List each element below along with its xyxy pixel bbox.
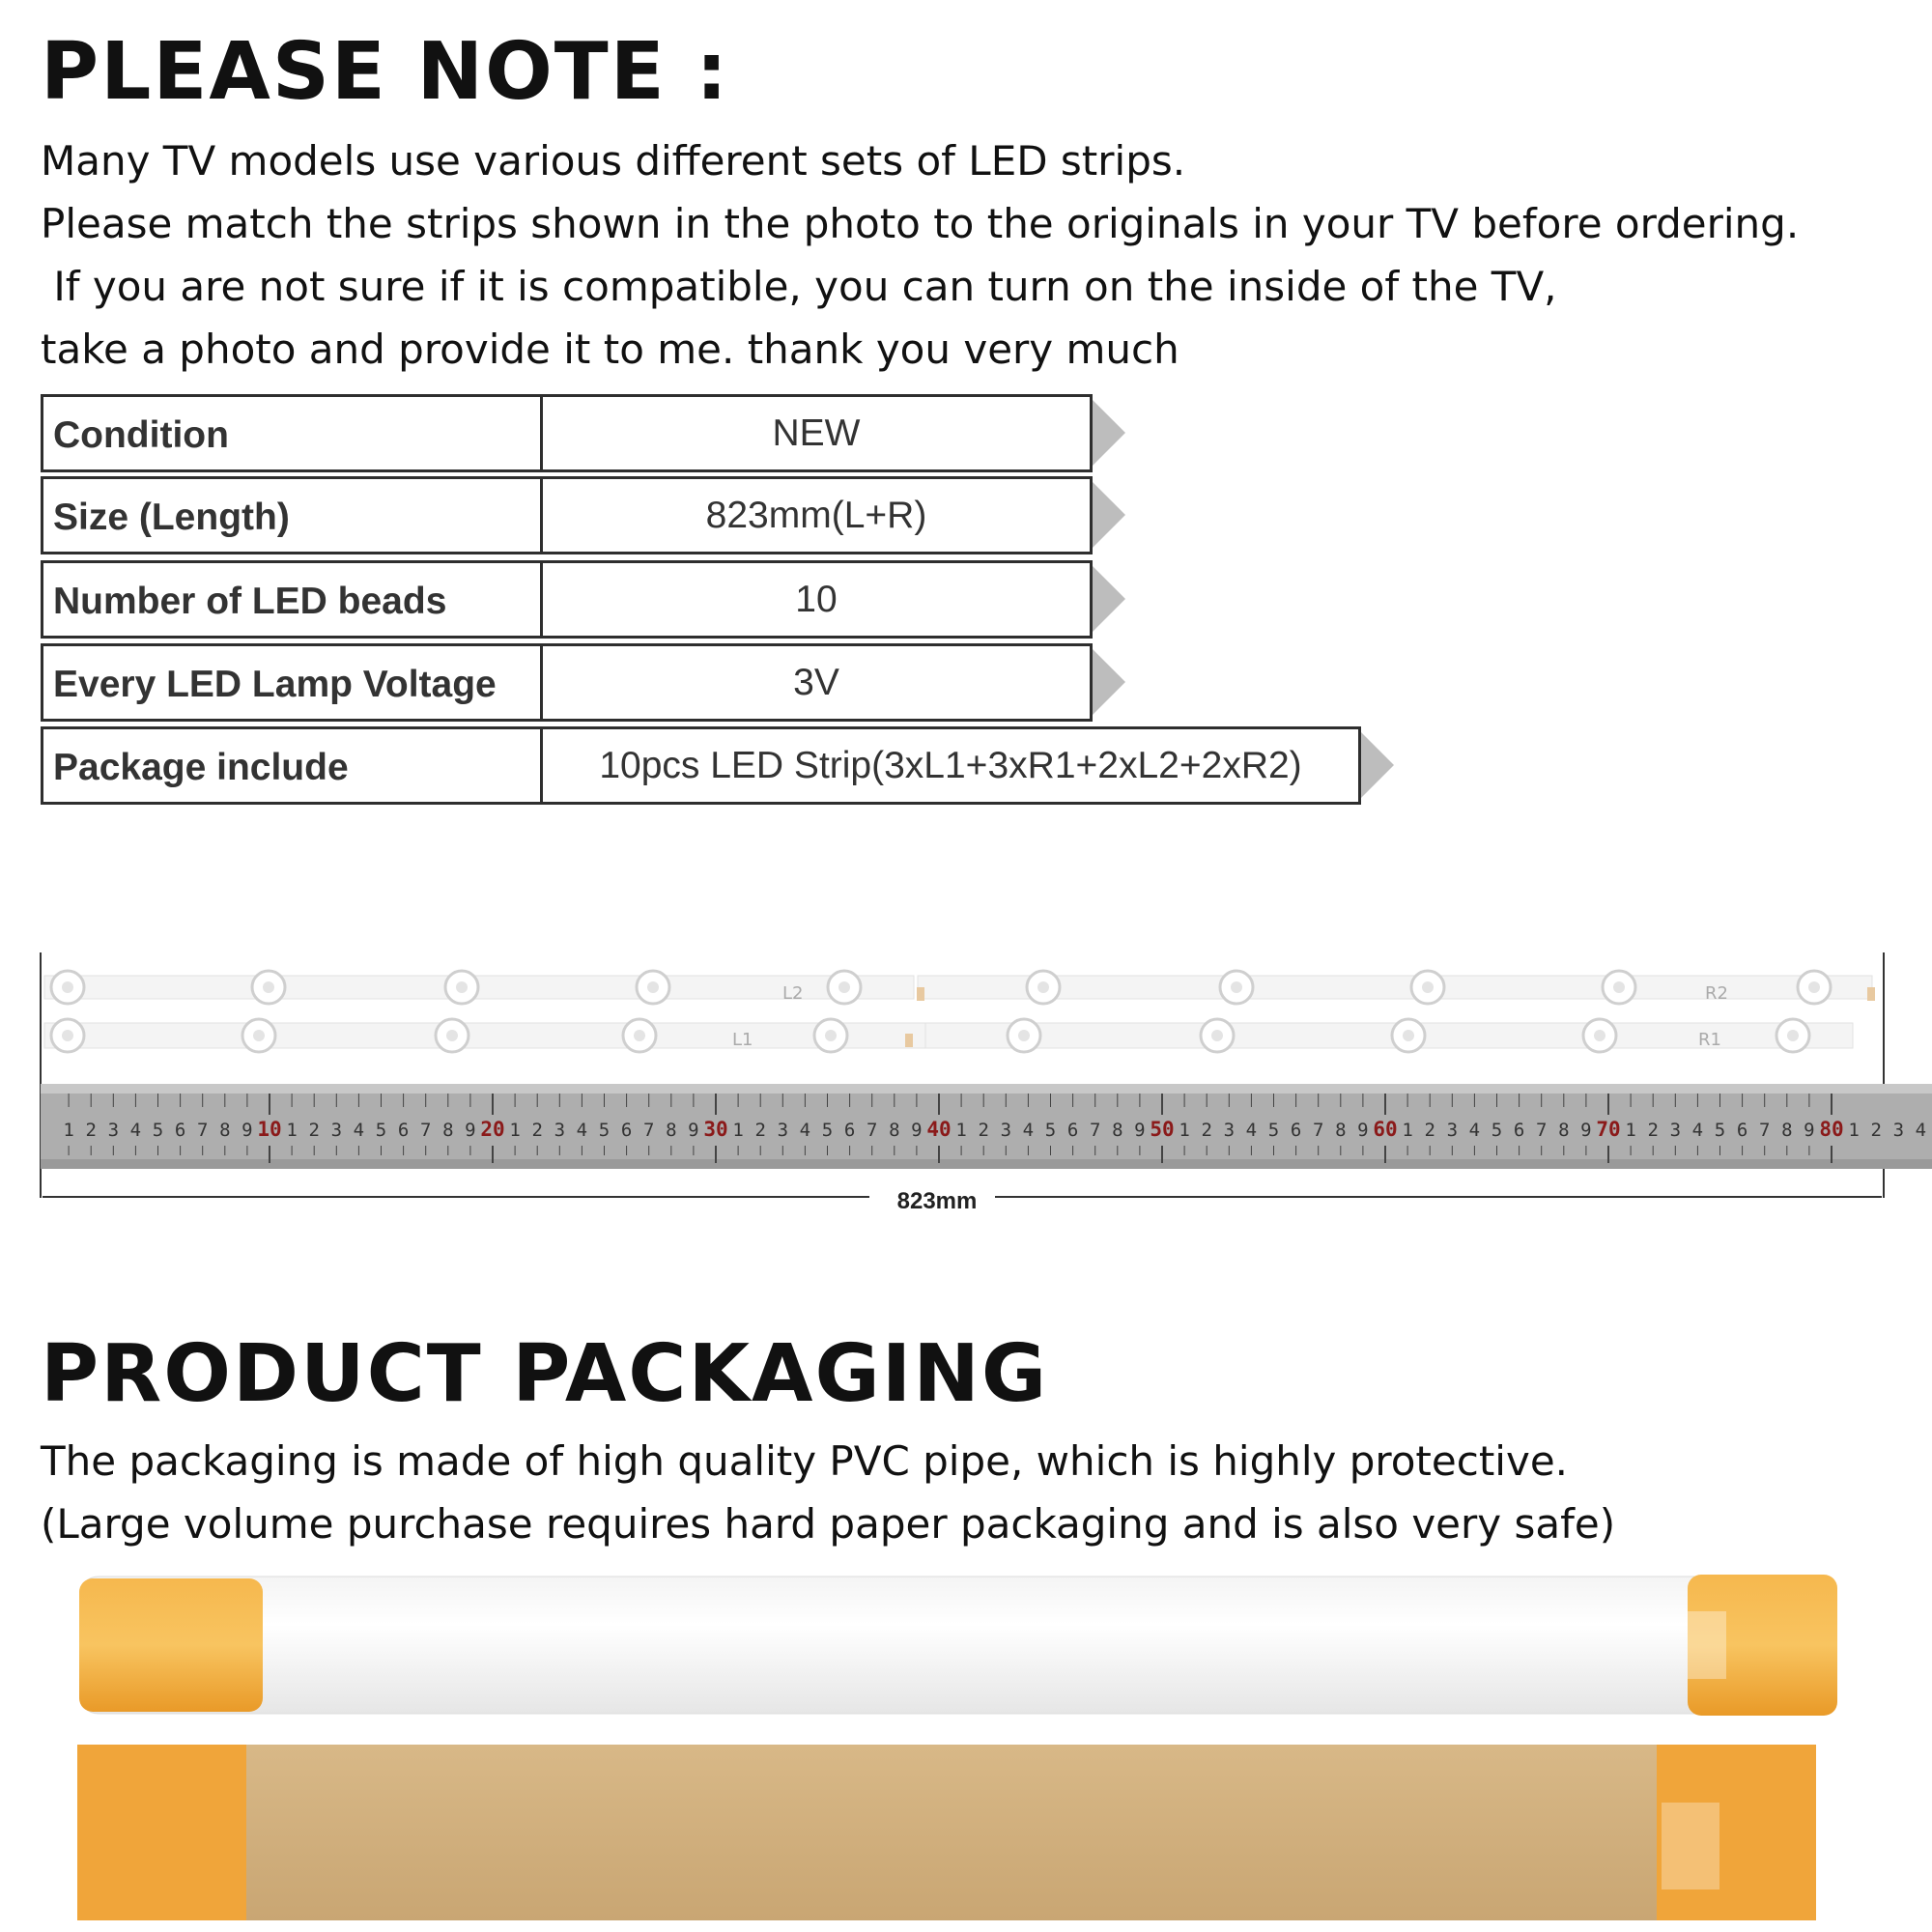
ruler-highlight bbox=[41, 1084, 1932, 1094]
ruler-major-label: 70 bbox=[1596, 1118, 1621, 1141]
ruler-major-label: 60 bbox=[1373, 1118, 1398, 1141]
ruler-digit: 7 bbox=[419, 1120, 432, 1141]
ruler-digit: 8 bbox=[1781, 1120, 1793, 1141]
led-bead-lens bbox=[647, 981, 659, 993]
ruler-digit: 8 bbox=[1558, 1120, 1570, 1141]
ruler-digit: 6 bbox=[174, 1120, 186, 1141]
note-text bbox=[41, 129, 1799, 381]
arrow-tab-icon bbox=[1093, 649, 1125, 715]
led-bead-lens bbox=[1037, 981, 1049, 993]
led-bead-lens bbox=[1422, 981, 1434, 993]
pvc-tube-package bbox=[79, 1573, 1837, 1718]
ruler-major-label: 80 bbox=[1819, 1118, 1844, 1141]
led-bead-lens bbox=[253, 1030, 265, 1041]
ruler-digit: 7 bbox=[1758, 1120, 1771, 1141]
ruler-digit: 9 bbox=[465, 1120, 476, 1141]
ruler-digit: 3 bbox=[1892, 1120, 1905, 1141]
ruler-digit: 4 bbox=[353, 1120, 365, 1141]
ruler-digit: 2 bbox=[754, 1120, 766, 1141]
ruler-digit: 3 bbox=[1669, 1120, 1682, 1141]
ruler-digit: 9 bbox=[911, 1120, 923, 1141]
led-bead-lens bbox=[446, 1030, 458, 1041]
ruler-digit: 5 bbox=[152, 1120, 164, 1141]
led-bead-lens bbox=[1018, 1030, 1030, 1041]
led-bead-lens bbox=[1787, 1030, 1799, 1041]
ruler-digit: 1 bbox=[63, 1120, 74, 1141]
ruler-digit: 1 bbox=[509, 1120, 521, 1141]
ruler-major-label: 50 bbox=[1150, 1118, 1175, 1141]
ruler-digit: 4 bbox=[576, 1120, 588, 1141]
ruler-digit: 9 bbox=[1804, 1120, 1815, 1141]
led-bead-lens bbox=[62, 1030, 73, 1041]
arrow-tab-icon bbox=[1093, 400, 1125, 466]
ruler-major-label: 30 bbox=[703, 1118, 728, 1141]
ruler-digit: 2 bbox=[978, 1120, 989, 1141]
spec-label: Number of LED beads bbox=[41, 560, 543, 639]
box-tape-left bbox=[77, 1745, 246, 1920]
tape-shine bbox=[1662, 1803, 1719, 1889]
note-line: take a photo and provide it to me. thank you very much bbox=[41, 326, 1179, 373]
ruler-digit: 2 bbox=[308, 1120, 320, 1141]
spec-value: 10pcs LED Strip(3xL1+3xR1+2xL2+2xR2) bbox=[543, 726, 1361, 805]
ruler-shadow bbox=[41, 1159, 1932, 1169]
dimension-label: 823mm bbox=[896, 1188, 978, 1209]
packaging-text bbox=[41, 1430, 1615, 1555]
ruler-digit: 5 bbox=[1044, 1120, 1057, 1141]
ruler-digit: 3 bbox=[1446, 1120, 1459, 1141]
spec-value: 823mm(L+R) bbox=[543, 476, 1093, 554]
led-bead-lens bbox=[1211, 1030, 1223, 1041]
ruler-major-label: 20 bbox=[480, 1118, 505, 1141]
arrow-tab-icon bbox=[1093, 482, 1125, 548]
ruler-digit: 4 bbox=[1691, 1120, 1704, 1141]
ruler-digit: 8 bbox=[1335, 1120, 1347, 1141]
led-strip bbox=[44, 1023, 933, 1048]
ruler-digit: 5 bbox=[1267, 1120, 1280, 1141]
note-line: Please match the strips shown in the photo to the originals in your TV before ordering. bbox=[41, 200, 1800, 247]
ruler-digit: 3 bbox=[1223, 1120, 1236, 1141]
led-bead-lens bbox=[634, 1030, 645, 1041]
ruler-digit: 1 bbox=[286, 1120, 298, 1141]
ruler-digit: 6 bbox=[620, 1120, 633, 1141]
ruler-major-label: 10 bbox=[257, 1118, 282, 1141]
ruler-digit: 4 bbox=[1022, 1120, 1035, 1141]
kraft-box-package bbox=[77, 1745, 1816, 1920]
led-bead-lens bbox=[263, 981, 274, 993]
ruler-digit: 2 bbox=[1201, 1120, 1212, 1141]
ruler-digit: 3 bbox=[107, 1120, 120, 1141]
ruler-digit: 4 bbox=[129, 1120, 142, 1141]
strip-connector bbox=[905, 1034, 913, 1047]
arrow-tab-icon bbox=[1361, 732, 1394, 798]
led-bead-lens bbox=[1613, 981, 1625, 993]
ruler-digit: 5 bbox=[1714, 1120, 1726, 1141]
spec-value: 10 bbox=[543, 560, 1093, 639]
led-strip-measurement-figure bbox=[39, 949, 1932, 1209]
led-bead-lens bbox=[62, 981, 73, 993]
strip-label: L1 bbox=[732, 1030, 753, 1050]
ruler-digit: 8 bbox=[219, 1120, 231, 1141]
ruler-digit: 2 bbox=[85, 1120, 97, 1141]
strip-connector bbox=[1867, 987, 1875, 1001]
ruler-digit: 4 bbox=[1915, 1120, 1927, 1141]
ruler-digit: 6 bbox=[1513, 1120, 1525, 1141]
ruler-digit: 8 bbox=[889, 1120, 900, 1141]
ruler-digit: 7 bbox=[1312, 1120, 1324, 1141]
led-bead-lens bbox=[1403, 1030, 1414, 1041]
ruler-digit: 9 bbox=[242, 1120, 253, 1141]
strip-label: R1 bbox=[1698, 1030, 1721, 1050]
ruler-digit: 8 bbox=[666, 1120, 677, 1141]
ruler-digit: 5 bbox=[375, 1120, 387, 1141]
spec-label: Package include bbox=[41, 726, 543, 805]
ruler-digit: 8 bbox=[442, 1120, 454, 1141]
spec-value: 3V bbox=[543, 643, 1093, 722]
ruler-digit: 1 bbox=[1848, 1120, 1860, 1141]
ruler-digit: 1 bbox=[1402, 1120, 1413, 1141]
led-bead-lens bbox=[825, 1030, 837, 1041]
ruler-major-label: 40 bbox=[926, 1118, 952, 1141]
note-line: Many TV models use various different sets of LED strips. bbox=[41, 137, 1186, 185]
ruler-digit: 2 bbox=[1647, 1120, 1659, 1141]
ruler-digit: 7 bbox=[866, 1120, 878, 1141]
arrow-tab-icon bbox=[1093, 566, 1125, 632]
ruler-digit: 3 bbox=[777, 1120, 789, 1141]
ruler-digit: 6 bbox=[1066, 1120, 1079, 1141]
spec-label: Every LED Lamp Voltage bbox=[41, 643, 543, 722]
led-bead-lens bbox=[456, 981, 468, 993]
tube-tape-left bbox=[79, 1578, 263, 1712]
box-body bbox=[77, 1745, 1816, 1920]
spec-label: Size (Length) bbox=[41, 476, 543, 554]
packaging-heading: PRODUCT PACKAGING bbox=[41, 1328, 1049, 1420]
ruler-digit: 1 bbox=[955, 1120, 967, 1141]
led-strip-photo bbox=[39, 949, 1932, 1209]
led-strips bbox=[44, 971, 1875, 1052]
ruler-digit: 5 bbox=[821, 1120, 834, 1141]
packaging-line: The packaging is made of high quality PVC pipe, which is highly protective. bbox=[41, 1437, 1569, 1485]
ruler-digit: 2 bbox=[1870, 1120, 1882, 1141]
ruler-digit: 9 bbox=[1134, 1120, 1146, 1141]
spec-label: Condition bbox=[41, 394, 543, 472]
ruler-digit: 4 bbox=[1245, 1120, 1258, 1141]
note-heading: PLEASE NOTE : bbox=[41, 26, 730, 118]
ruler-digit: 8 bbox=[1112, 1120, 1123, 1141]
ruler-digit: 9 bbox=[1580, 1120, 1592, 1141]
led-bead-lens bbox=[838, 981, 850, 993]
ruler-digit: 7 bbox=[1089, 1120, 1101, 1141]
spec-value: NEW bbox=[543, 394, 1093, 472]
ruler-digit: 6 bbox=[1290, 1120, 1302, 1141]
ruler-digit: 5 bbox=[1491, 1120, 1503, 1141]
ruler-digit: 3 bbox=[330, 1120, 343, 1141]
tape-shine bbox=[1688, 1611, 1726, 1679]
ruler-digit: 1 bbox=[1179, 1120, 1190, 1141]
ruler-digit: 1 bbox=[732, 1120, 744, 1141]
led-bead-lens bbox=[1808, 981, 1820, 993]
led-bead-lens bbox=[1231, 981, 1242, 993]
ruler-digit: 9 bbox=[688, 1120, 699, 1141]
strip-connector bbox=[917, 987, 924, 1001]
ruler-digit: 7 bbox=[196, 1120, 209, 1141]
ruler-digit: 9 bbox=[1357, 1120, 1369, 1141]
ruler-digit: 6 bbox=[1736, 1120, 1748, 1141]
ruler-digit: 1 bbox=[1625, 1120, 1636, 1141]
ruler-digit: 3 bbox=[1000, 1120, 1012, 1141]
ruler-digit: 2 bbox=[531, 1120, 543, 1141]
ruler-digit: 4 bbox=[799, 1120, 811, 1141]
led-bead-lens bbox=[1594, 1030, 1605, 1041]
strip-label: L2 bbox=[782, 983, 804, 1004]
ruler-digit: 3 bbox=[554, 1120, 566, 1141]
note-line: If you are not sure if it is compatible, you can turn on the inside of the TV, bbox=[41, 263, 1557, 310]
ruler-digit: 2 bbox=[1424, 1120, 1435, 1141]
strip-label: R2 bbox=[1705, 983, 1728, 1004]
packaging-line: (Large volume purchase requires hard paper packaging and is also very safe) bbox=[41, 1500, 1616, 1548]
tube-body bbox=[79, 1577, 1833, 1714]
ruler-digit: 5 bbox=[598, 1120, 611, 1141]
ruler-digit: 6 bbox=[843, 1120, 856, 1141]
ruler-digit: 4 bbox=[1468, 1120, 1481, 1141]
ruler-digit: 7 bbox=[1535, 1120, 1548, 1141]
ruler-digit: 6 bbox=[397, 1120, 410, 1141]
ruler-digit: 7 bbox=[642, 1120, 655, 1141]
